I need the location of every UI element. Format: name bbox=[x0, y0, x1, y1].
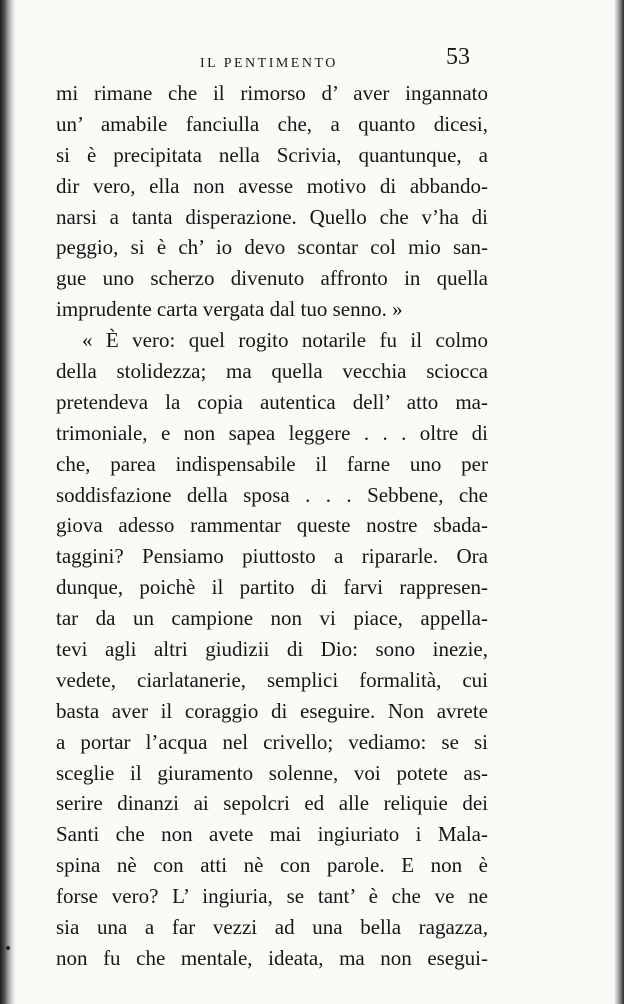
text-line: si è precipitata nella Scrivia, quantunque, a bbox=[56, 142, 488, 167]
body-text bbox=[56, 78, 488, 974]
text-line: dunque, poichè il partito di farvi rappresen- bbox=[56, 575, 488, 600]
text-line: un’ amabile fanciulla che, a quanto dicesi, bbox=[56, 111, 488, 136]
page-binding-shadow bbox=[0, 0, 16, 1004]
text-line: forse vero? L’ ingiuria, se tant’ è che ve ne bbox=[56, 884, 488, 909]
text-line: soddisfazione della sposa . . . Sebbene, che bbox=[56, 482, 488, 507]
text-line: spina nè con atti nè con parole. E non è bbox=[56, 853, 488, 878]
text-line: mi rimane che il rimorso d’ aver ingannato bbox=[56, 81, 488, 105]
text-line: dir vero, ella non avesse motivo di abbando- bbox=[56, 173, 488, 198]
text-line: giova adesso rammentar queste nostre sbada- bbox=[56, 513, 488, 538]
text-line: vedete, ciarlatanerie, semplici formalità, cui bbox=[56, 667, 488, 692]
text-line: serire dinanzi ai sepolcri ed alle reliquie dei bbox=[56, 791, 488, 816]
text-line: tevi agli altri giudizii di Dio: sono inezie, bbox=[56, 637, 488, 662]
text-line: narsi a tanta disperazione. Quello che v’ha di bbox=[56, 204, 488, 229]
text-line: Santi che non avete mai ingiuriato i Mala- bbox=[56, 822, 488, 847]
text-line: trimoniale, e non sapea leggere . . . oltre di bbox=[56, 420, 488, 445]
running-title: IL PENTIMENTO bbox=[200, 56, 338, 71]
margin-speck bbox=[6, 946, 10, 950]
text-line: basta aver il coraggio di eseguire. Non avrete bbox=[56, 698, 488, 723]
page-number: 53 bbox=[446, 44, 470, 70]
text-line: imprudente carta vergata dal tuo senno. » bbox=[56, 297, 403, 322]
text-line: « È vero: quel rogito notarile fu il colmo bbox=[82, 328, 488, 353]
text-line: gue uno scherzo divenuto affronto in quella bbox=[56, 266, 488, 291]
text-line: pretendeva la copia autentica dell’ atto ma- bbox=[56, 389, 488, 414]
text-line: taggini? Pensiamo piuttosto a ripararle. Ora bbox=[56, 544, 488, 569]
page-edge-shadow bbox=[614, 0, 624, 1004]
text-line: sia una a far vezzi ad una bella ragazza, bbox=[56, 915, 488, 940]
text-line: tar da un campione non vi piace, appella- bbox=[56, 606, 488, 631]
text-line: a portar l’acqua nel crivello; vediamo: se si bbox=[56, 729, 488, 754]
text-line: non fu che mentale, ideata, ma non esegui- bbox=[56, 945, 488, 970]
text-line: della stolidezza; ma quella vecchia sciocca bbox=[56, 359, 488, 384]
text-line: peggio, si è ch’ io devo scontar col mio san- bbox=[56, 235, 488, 260]
text-line: sceglie il giuramento solenne, voi potete as- bbox=[56, 760, 488, 785]
text-line: che, parea indispensabile il farne uno per bbox=[56, 451, 488, 476]
